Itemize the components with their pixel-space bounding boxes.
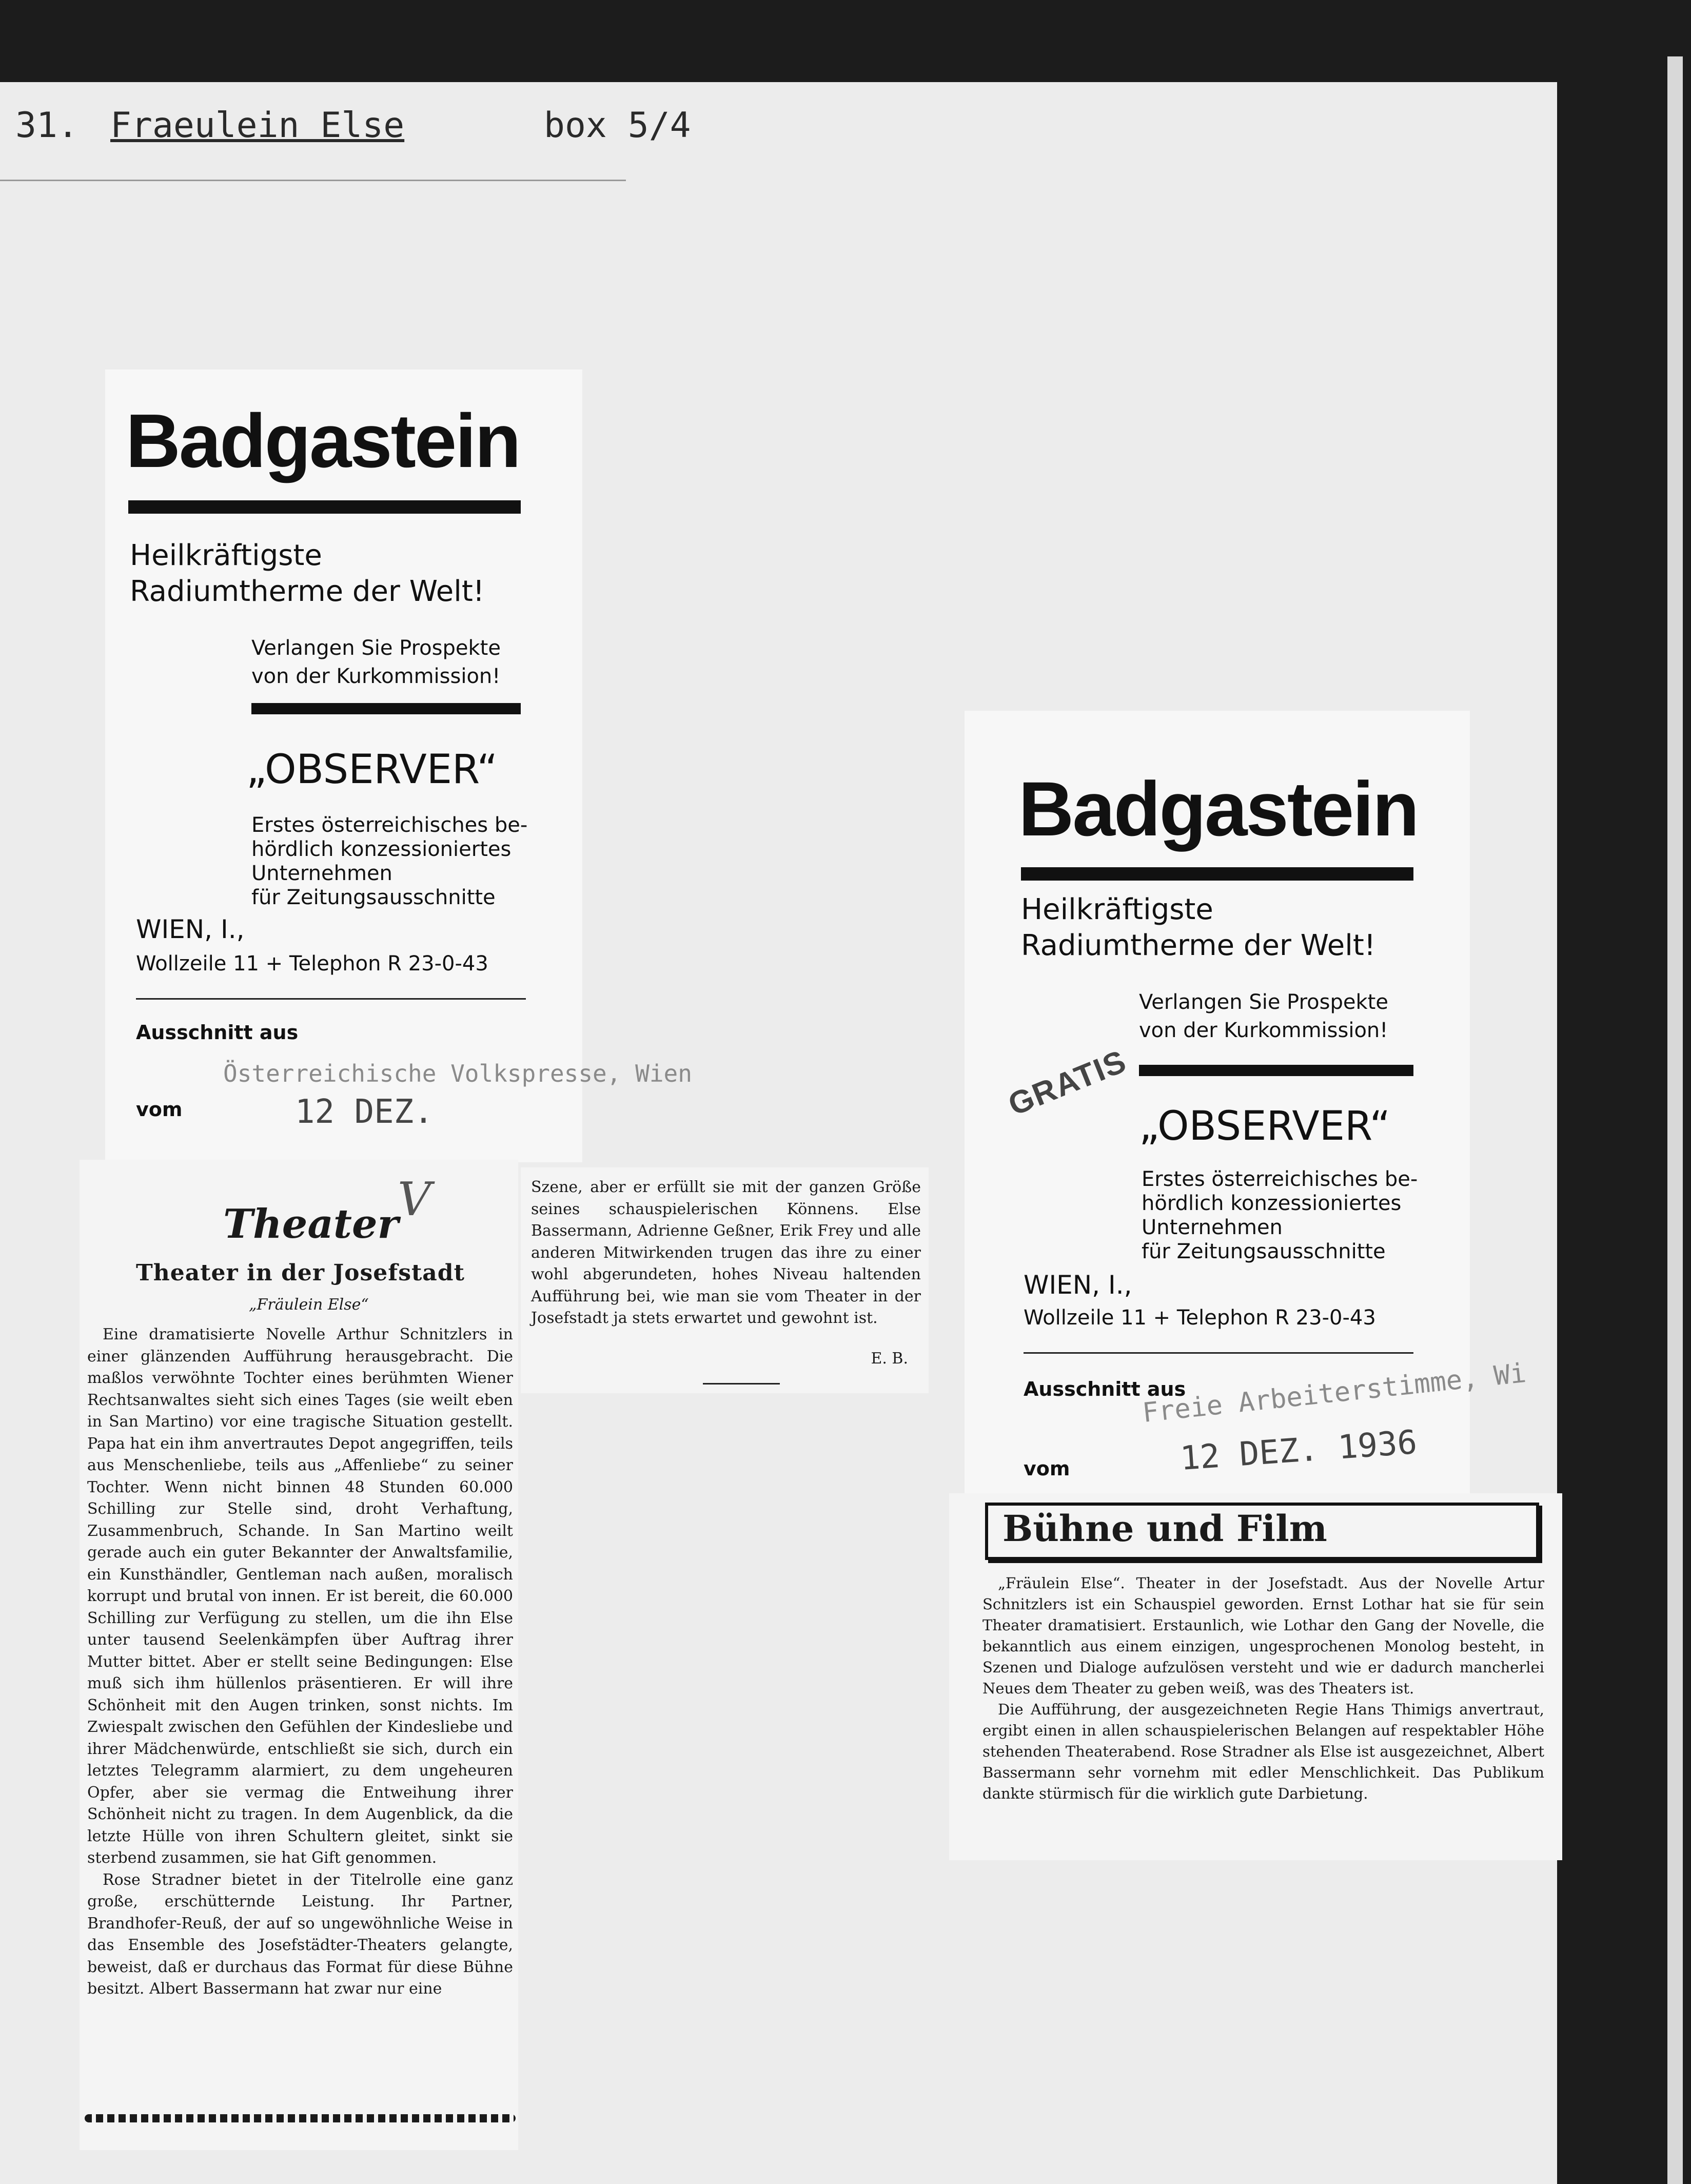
- ad-city: WIEN, I.,: [1024, 1270, 1132, 1300]
- play-title: „Fräulein Else“: [249, 1296, 369, 1314]
- ad-brand: Badgastein: [126, 399, 520, 483]
- ad-prospekte-line1: Verlangen Sie Prospekte: [251, 636, 501, 660]
- ad-city: WIEN, I.,: [136, 914, 245, 944]
- venue-heading: Theater in der Josefstadt: [136, 1260, 465, 1286]
- article-paragraph: Die Aufführung, der ausgezeichneten Regie Hans Thimigs anvertraut, ergibt einen in allen schauspielerischen Belangen auf respektabler Höhe stehenden Theaterabend. Rose Stradner als Else ist ausgezeichnet, Albert Bassermann sehr vornehm mit edler Menschlichkeit. Das Publikum dankte stürmisch für die wirklich gute Darbietung.: [982, 1701, 1544, 1802]
- wavy-divider: [85, 2114, 516, 2122]
- theater-article-col2: [521, 1167, 929, 1393]
- section-heading: Theater: [223, 1201, 399, 1247]
- pen-mark: V: [398, 1173, 431, 1226]
- ad-slogan-line2: Radiumtherme der Welt!: [1021, 929, 1376, 962]
- ad-slogan-line1: Heilkräftigste: [1021, 893, 1213, 926]
- archive-box-label: box 5/4: [544, 105, 691, 146]
- ad-date-stamp: 12 DEZ. 1936: [1178, 1423, 1419, 1478]
- ad-slogan-line2: Radiumtherme der Welt!: [130, 575, 485, 608]
- ad-slogan-line1: Heilkräftigste: [130, 539, 322, 572]
- ad-date-stamp: 12 DEZ.: [295, 1093, 434, 1131]
- ad-prospekte-line2: von der Kurkommission!: [1139, 1019, 1388, 1042]
- ad-rule: [136, 998, 526, 1000]
- ad-bar: [251, 703, 521, 714]
- observer-ad-clipping-left: [105, 369, 692, 1162]
- ad-prospekte-line2: von der Kurkommission!: [251, 665, 501, 688]
- archive-number: 31.: [15, 105, 78, 146]
- article-paragraph: Rose Stradner bietet in der Titelrolle eine ganz große, erschütternde Leistung. Ihr Partner, Brandhofer-Reuß, der auf so ungewöhnliche Weise in das Ensemble des Josefstädter-Theaters gelangte, beweist, daß er durchaus das Format für diese Bühne besitzt. Albert Bassermann hat zwar nur eine: [87, 1870, 513, 1998]
- theater-article-col1: [80, 1160, 518, 2150]
- ad-vom-label: vom: [1024, 1457, 1070, 1480]
- ad-observer: „OBSERVER“: [1139, 1103, 1390, 1149]
- header-rule: [0, 180, 626, 181]
- ad-bar: [1139, 1065, 1413, 1076]
- buehne-und-film-clipping: [949, 1493, 1562, 1860]
- ad-observer: „OBSERVER“: [246, 747, 498, 793]
- ad-rule: [1024, 1352, 1413, 1354]
- ad-desc-line2: hördlich konzessioniertes: [1142, 1192, 1402, 1215]
- ad-brand: Badgastein: [1018, 766, 1418, 852]
- article-paragraph: Eine dramatisierte Novelle Arthur Schnitzlers in einer glänzenden Aufführung herausgebracht. Die maßlos verwöhnte Tochter eines berühmten Wiener Rechtsanwaltes sieht sich eines Tages (sie weilt eben in San Martino) vor eine tragische Situation gestellt. Papa hat ein ihm anvertrautes Depot angegriffen, teils aus Menschenliebe, teils aus „Affenliebe“ zu seiner Tochter. Wenn nicht binnen 48 Stunden 60.000 Schilling zur Stelle sind, droht Verhaftung, Zusammenbruch, Schande. In San Martino weilt gerade auch ein guter Bekannter der Anwaltsfamilie, ein Kunsthändler, Gentleman nach außen, moralisch korrupt und brutal von innen. Er ist bereit, die 60.000 Schilling zur Verfügung zu stellen, um die ihn Else unter tausend Seelenkämpfen über Auftrag ihrer Mutter bittet. Aber er stellt seine Bedingungen: Else muß sich ihm hüllenlos präsentieren. Er will ihre Schönheit mit den Augen trinken, sonst nichts. Im Zwiespalt zwischen den Gefühlen der Kindesliebe und ihrer Mädchenwürde, entschließt sie sich, durch ein letztes Telegramm alarmiert, zu dem ungeheuren Opfer, aber sie vermag die Entweihung ihrer Schönheit nicht zu tragen. In dem Augenblick, da die letzte Hülle von ihren Schultern gleitet, sinkt sie sterbend zusammen, sie hat Gift genommen.: [87, 1325, 513, 1867]
- article-column: [531, 1177, 921, 1330]
- ad-desc-line4: für Zeitungsausschnitte: [251, 886, 496, 909]
- gratis-stamp: GRATIS: [1003, 1043, 1132, 1123]
- ad-desc-line1: Erstes österreichisches be-: [1142, 1167, 1418, 1191]
- article-paragraph: „Fräulein Else“. Theater in der Josefstadt. Aus der Novelle Artur Schnitzlers ist ein Schauspiel geworden. Ernst Lothar hat sie für sein Theater dramatisiert. Erstaunlich, wie Lothar den Gang der Novelle, die bekanntlich aus einem einzigen, ungesprochenen Monolog besteht, in Szenen und Dialoge aufzulösen versteht und wie er dadurch mancherlei Neues dem Theater zu geben weiß, was des Theaters ist.: [982, 1574, 1544, 1697]
- ad-ausschnitt-label: Ausschnitt aus: [1024, 1378, 1186, 1400]
- ad-bar: [1021, 867, 1413, 881]
- observer-ad-clipping-right: [965, 711, 1528, 1504]
- ad-desc-line4: für Zeitungsausschnitte: [1142, 1240, 1386, 1263]
- article-column: [87, 1324, 513, 2000]
- section-heading: Bühne und Film: [985, 1503, 1539, 1560]
- ad-source-stamp: Österreichische Volkspresse, Wien: [223, 1060, 692, 1087]
- article-paragraph: Szene, aber er erfüllt sie mit der ganzen Größe seines schauspielerischen Könnens. Else Bassermann, Adrienne Geßner, Erik Frey und alle anderen Mitwirkenden trugen das ihre zu einer wohl abgerundeten, hohes Niveau haltenden Aufführung bei, wie man sie vom Theater in der Josefstadt ja stets erwartet und gewohnt ist.: [531, 1178, 921, 1327]
- article-column: [982, 1573, 1544, 1804]
- archive-title: Fraeulein Else: [110, 105, 405, 146]
- ad-bar: [128, 500, 521, 514]
- ad-ausschnitt-label: Ausschnitt aus: [136, 1021, 299, 1044]
- ad-desc-line1: Erstes österreichisches be-: [251, 813, 528, 837]
- ad-desc-line3: Unternehmen: [251, 862, 392, 885]
- ad-desc-line3: Unternehmen: [1142, 1216, 1283, 1239]
- article-signature: E. B.: [871, 1350, 908, 1368]
- ad-address: Wollzeile 11 + Telephon R 23-0-43: [136, 952, 488, 976]
- sheet-edge-strip: [1667, 56, 1683, 2184]
- end-rule: [703, 1383, 780, 1384]
- ad-source-stamp: Freie Arbeiterstimme, Wi: [1141, 1357, 1528, 1429]
- ad-address: Wollzeile 11 + Telephon R 23-0-43: [1024, 1306, 1376, 1330]
- ad-vom-label: vom: [136, 1098, 183, 1121]
- ad-desc-line2: hördlich konzessioniertes: [251, 837, 512, 861]
- ad-prospekte-line1: Verlangen Sie Prospekte: [1139, 990, 1388, 1014]
